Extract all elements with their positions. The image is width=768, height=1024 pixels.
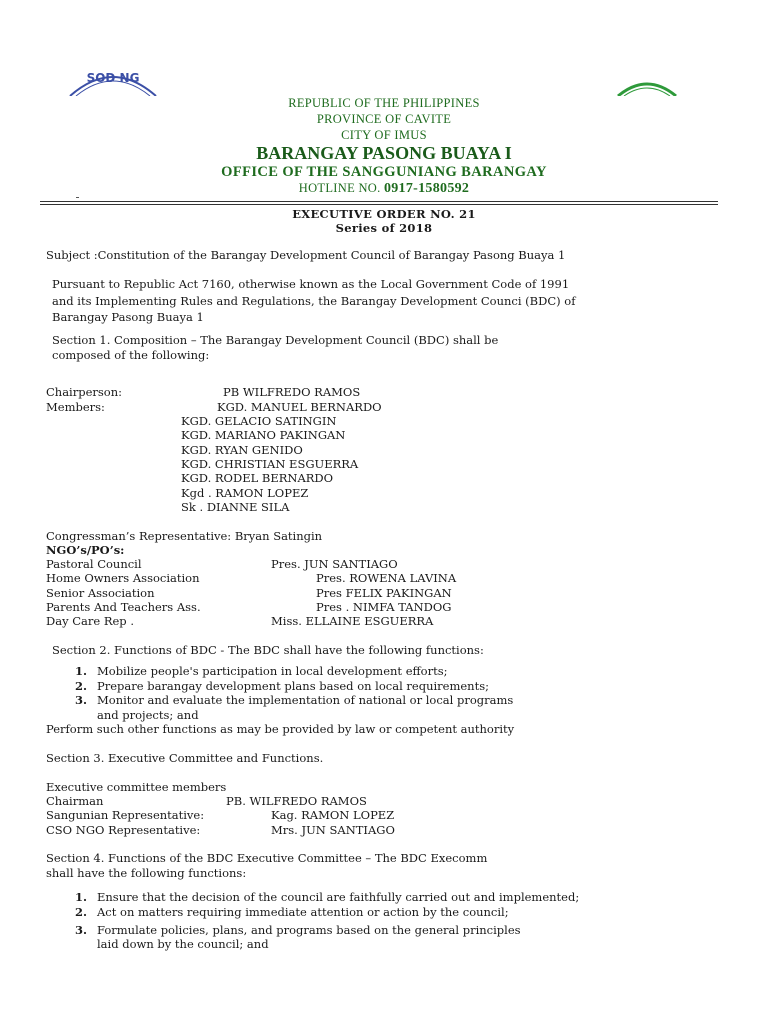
ngo-rep: Pres . NIMFA TANDOG [316,600,452,614]
chairperson-name: PB WILFREDO RAMOS [223,385,361,399]
member-name: KGD. RODEL BERNARDO [181,471,334,485]
order-subject: Subject :Constitution of the Barangay Development Council of Barangay Pasong Buaya 1 [46,248,566,262]
ngo-org: Parents And Teachers Ass. [46,600,201,614]
preamble-line: and its Implementing Rules and Regulations, the Barangay Development Counci (BDC) of [52,294,576,308]
list-number: 1. [75,664,88,678]
ngo-heading: NGO’s/PO’s: [46,543,125,557]
section2-heading: Section 2. Functions of BDC - The BDC shall have the following functions: [52,643,484,657]
ngo-org: Home Owners Association [46,571,200,585]
header-office: OFFICE OF THE SANGGUNIANG BARANGAY [221,164,547,180]
ngo-rep: Miss. ELLAINE ESGUERRA [271,614,434,628]
preamble-line: Barangay Pasong Buaya 1 [52,310,204,324]
list-number: 3. [75,923,88,937]
header-city: CITY OF IMUS [341,128,427,142]
list-number: 2. [75,679,88,693]
preamble-line: Pursuant to Republic Act 7160, otherwise known as the Local Government Code of 1991 [52,277,570,291]
hotline-label: HOTLINE NO. [298,181,384,195]
congressman-representative: Congressman’s Representative: Bryan Satingin [46,529,323,543]
section4-heading: Section 4. Functions of the BDC Executive Committee – The BDC Execomm [46,851,488,865]
list-item [75,923,521,938]
list-item [75,693,513,708]
header-barangay: BARANGAY PASONG BUAYA I [256,143,512,163]
section1-line: Section 1. Composition – The Barangay Development Council (BDC) shall be [52,333,499,347]
header-hotline [0,181,768,197]
list-number: 2. [75,905,88,919]
hotline-number: 0917-1580592 [383,181,470,196]
member-name: KGD. MANUEL BERNARDO [217,400,382,414]
execom-role: Sangunian Representative: [46,808,205,822]
member-name: Kgd . RAMON LOPEZ [181,486,309,500]
section3-heading: Section 3. Executive Committee and Functions. [46,751,324,765]
section2-tail: Perform such other functions as may be provided by law or competent authority [46,722,515,736]
list-item [75,905,509,920]
city-seal-logo [612,74,682,96]
list-number: 3. [75,693,88,707]
execom-members-heading: Executive committee members [46,780,227,794]
chairperson-label: Chairperson: [46,385,123,399]
order-title: EXECUTIVE ORDER NO. 21 [292,207,476,221]
order-series: Series of 2018 [335,221,433,235]
section1-line: composed of the following: [52,348,210,362]
list-text: Mobilize people's participation in local development efforts; [97,664,448,678]
list-item [75,679,489,694]
header-province: PROVINCE OF CAVITE [316,112,452,126]
barangay-seal-logo [62,62,164,96]
list-number: 1. [75,890,88,904]
ngo-rep: Pres. JUN SANTIAGO [271,557,398,571]
list-text: Formulate policies, plans, and programs based on the general principles [97,923,521,937]
list-text-continued: laid down by the council; and [97,937,269,951]
member-name: KGD. RYAN GENIDO [181,443,303,457]
ngo-org: Day Care Rep . [46,614,134,628]
list-item [75,664,448,679]
section4-heading: shall have the following functions: [46,866,247,880]
header-republic: REPUBLIC OF THE PHILIPPINES [288,96,480,110]
seal-lettering: SOD NG [86,71,140,85]
list-text: Act on matters requiring immediate attention or action by the council; [97,905,509,919]
execom-name: Kag. RAMON LOPEZ [271,808,395,822]
execom-name: PB. WILFREDO RAMOS [226,794,367,808]
header-rule-bottom [40,204,718,205]
member-name: KGD. GELACIO SATINGIN [181,414,337,428]
ngo-org: Senior Association [46,586,155,600]
members-label: Members: [46,400,105,414]
ngo-rep: Pres FELIX PAKINGAN [316,586,452,600]
member-name: KGD. MARIANO PAKINGAN [181,428,346,442]
member-name: KGD. CHRISTIAN ESGUERRA [181,457,359,471]
list-item [75,890,579,905]
execom-name: Mrs. JUN SANTIAGO [271,823,395,837]
execom-role: Chairman [46,794,104,808]
list-text-continued: and projects; and [97,708,199,722]
ngo-org: Pastoral Council [46,557,142,571]
ngo-rep: Pres. ROWENA LAVINA [316,571,457,585]
member-name: Sk . DIANNE SILA [181,500,290,514]
list-text: Prepare barangay development plans based on local requirements; [97,679,489,693]
header-rule-top [40,201,718,202]
list-text: Monitor and evaluate the implementation of national or local programs [97,693,514,707]
list-text: Ensure that the decision of the council are faithfully carried out and implemented; [97,890,580,904]
execom-role: CSO NGO Representative: [46,823,201,837]
header-rule-mark [76,197,79,198]
